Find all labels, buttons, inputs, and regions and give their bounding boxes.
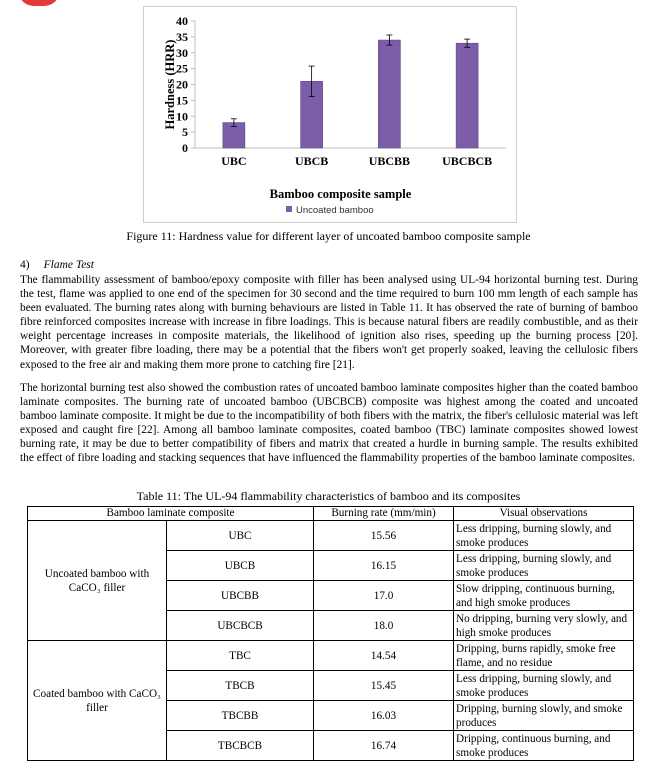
- x-tick-label: UBCB: [294, 154, 329, 168]
- y-tick-label: 35: [176, 29, 188, 44]
- bar: [456, 43, 478, 148]
- sample-cell: TBCB: [167, 671, 314, 701]
- header-burning-rate: Burning rate (mm/min): [314, 507, 454, 521]
- sample-cell: UBCB: [167, 551, 314, 581]
- header-visual-observations: Visual observations: [454, 507, 634, 521]
- y-tick-label: 0: [182, 141, 188, 155]
- table-header-row: [28, 507, 634, 521]
- group-label-uncoated: Uncoated bamboo with CaCO₃ filler: [28, 521, 167, 641]
- y-tick-label: 30: [176, 45, 188, 60]
- legend-swatch: [286, 206, 292, 212]
- bar: [378, 40, 400, 148]
- x-tick-label: UBCBB: [368, 154, 411, 168]
- rate-cell: 17.0: [314, 581, 454, 611]
- y-tick-label: 20: [176, 77, 188, 92]
- observation-cell: Dripping, burning slowly, and smoke produces: [454, 701, 634, 731]
- rate-cell: 16.74: [314, 731, 454, 761]
- header-composite: Bamboo laminate composite: [28, 507, 314, 521]
- sample-cell: TBCBB: [167, 701, 314, 731]
- sample-cell: UBCBCB: [167, 611, 314, 641]
- legend-label: Uncoated bamboo: [296, 205, 374, 216]
- table-caption: Table 11: The UL-94 flammability characteristics of bamboo and its composites: [136, 489, 521, 503]
- observation-cell: Dripping, burns rapidly, smoke free flame, and no residue: [454, 641, 634, 671]
- paragraph-1: The flammability assessment of bamboo/epoxy composite with filler has been analysed using UL-94 horizontal burning test. During the test, flame was applied to one end of the specimen for 30 second and the time required to burn 100 mm length of each sample has been evaluated. The burning rates along with burning behaviours are listed in Table 11. It has observed the rate of burning of bamboo fibre reinforced composites increase with increase in fibre loadings. This is because natural fibers are readily combustible, and as their weight percentage increases in composite materials, the likelihood of ignition also rises, speeding up the burning process [20]. Moreover, with greater fibre loading, there may be a potential that the fibers won't get properly soaked, leaving the cellulosic fibers exposed to the free air and making them more prone to catching fire [21].: [20, 274, 638, 371]
- logo-fragment: [18, 0, 60, 6]
- observation-cell: Less dripping, burning slowly, and smoke produces: [454, 551, 634, 581]
- y-tick-label: 25: [176, 61, 188, 76]
- y-axis-title: Hardness (HRR): [163, 39, 177, 130]
- group-label-coated: Coated bamboo with CaCO₃ filler: [28, 641, 167, 761]
- sample-cell: TBCBCB: [167, 731, 314, 761]
- table-row: [28, 641, 634, 671]
- rate-cell: 15.45: [314, 671, 454, 701]
- section-number: 4): [20, 259, 30, 271]
- paragraph-2: The horizontal burning test also showed the combustion rates of uncoated bamboo laminate composites higher than the coated bamboo laminate composites. The burning rate of uncoated bamboo (UBCBCB) composite was highest among the coated and uncoated bamboo laminate composite. It might be due to the incompatibility of both fibers with the matrix, the fiber's cellulosic material was left exposed and caught fire [22]. Among all bamboo laminate composites, coated bamboo (TBC) laminate composites showed lowest burning rate, it may be due to better compatibility of fibers and matrix that created a hurdle in burning sample. The results exhibited the effect of fibre loading and stacking sequences that have influenced the flammability properties of the bamboo laminate composites.: [20, 382, 638, 465]
- sample-cell: TBC: [167, 641, 314, 671]
- observation-cell: Less dripping, burning slowly, and smoke produces: [454, 521, 634, 551]
- observation-cell: Less dripping, burning slowly, and smoke produces: [454, 671, 634, 701]
- y-tick-label: 5: [182, 125, 188, 140]
- flammability-table: [27, 506, 634, 761]
- rate-cell: 16.15: [314, 551, 454, 581]
- table-row: [28, 521, 634, 551]
- figure-caption: Figure 11: Hardness value for different layer of uncoated bamboo composite sample: [126, 229, 531, 243]
- rate-cell: 15.56: [314, 521, 454, 551]
- observation-cell: Slow dripping, continuous burning, and high smoke produces: [454, 581, 634, 611]
- observation-cell: No dripping, burning very slowly, and high smoke produces: [454, 611, 634, 641]
- x-tick-label: UBCBCB: [442, 154, 493, 168]
- sample-cell: UBCBB: [167, 581, 314, 611]
- y-tick-label: 15: [176, 93, 188, 108]
- sample-cell: UBC: [167, 521, 314, 551]
- section-title: Flame Test: [43, 259, 94, 271]
- y-tick-label: 40: [176, 14, 188, 28]
- rate-cell: 16.03: [314, 701, 454, 731]
- x-axis-title: Bamboo composite sample: [269, 187, 412, 201]
- rate-cell: 14.54: [314, 641, 454, 671]
- y-tick-label: 10: [176, 109, 188, 124]
- rate-cell: 18.0: [314, 611, 454, 641]
- section-heading: [20, 259, 94, 271]
- hardness-bar-chart: [144, 7, 518, 224]
- chart-frame: [143, 6, 517, 223]
- observation-cell: Dripping, continuous burning, and smoke produces: [454, 731, 634, 761]
- x-tick-label: UBC: [221, 154, 247, 168]
